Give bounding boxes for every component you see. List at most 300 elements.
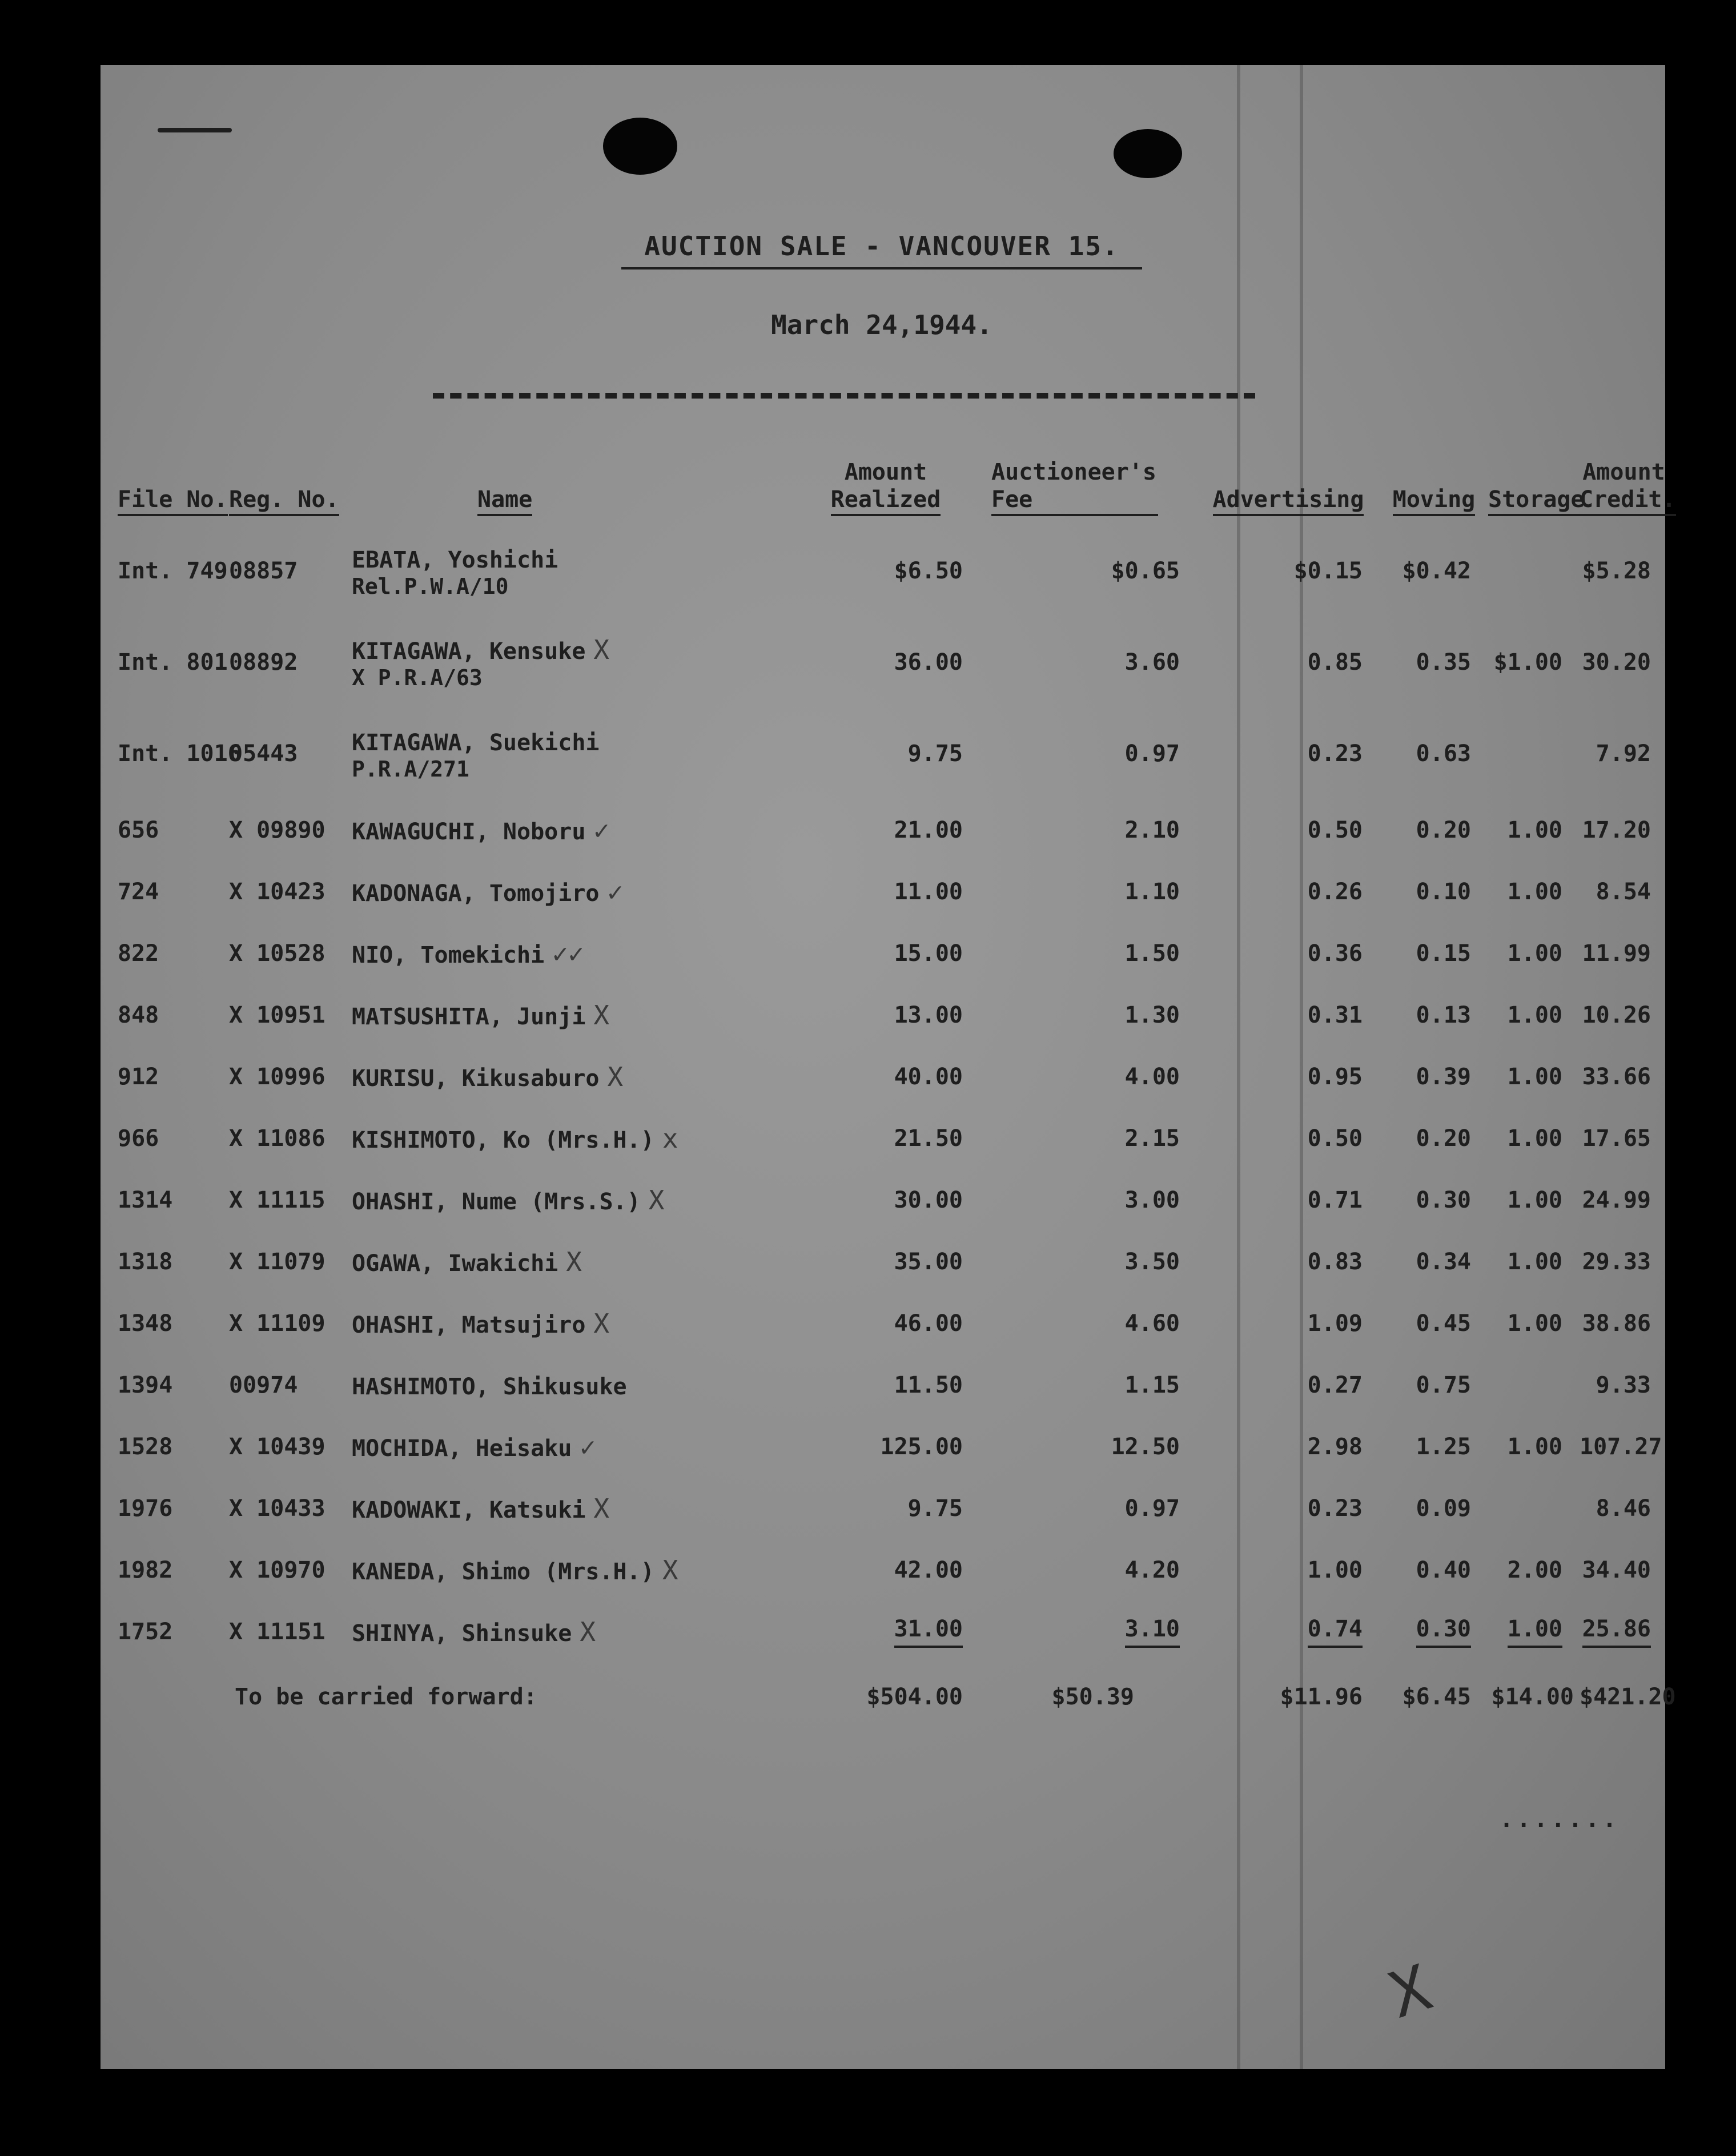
moving-text: 0.30: [1416, 1616, 1471, 1648]
file-no-text: 1752: [118, 1619, 173, 1645]
file-no-text: 1976: [118, 1495, 173, 1522]
amount-credit-text: 11.99: [1582, 940, 1651, 967]
cell-auctioneer-fee: [980, 1108, 1197, 1169]
storage-text: 1.00: [1507, 1249, 1562, 1275]
total-realized: $504.00: [866, 1684, 963, 1710]
cell-reg-no: [229, 1046, 352, 1108]
cell-name: [352, 1169, 791, 1231]
cell-name: [352, 525, 791, 617]
totals-label: To be carried forward:: [235, 1684, 537, 1710]
advertising-text: 0.31: [1307, 1002, 1363, 1028]
cell-amount-credit: [1580, 708, 1668, 799]
cell-amount-realized: [791, 1293, 980, 1354]
advertising-text: 1.09: [1307, 1310, 1363, 1337]
total-credit: $421.20: [1580, 1684, 1676, 1710]
reg-no-text: X 10970: [229, 1557, 326, 1583]
cell-moving: [1380, 1108, 1488, 1169]
cell-reg-no: [229, 1416, 352, 1478]
cell-moving: [1380, 923, 1488, 984]
cell-amount-credit: [1580, 1416, 1668, 1478]
amount-credit-text: 17.65: [1582, 1125, 1651, 1152]
cell-reg-no: [229, 1108, 352, 1169]
amount-credit-text: 17.20: [1582, 817, 1651, 843]
check-mark: X: [593, 1308, 610, 1339]
cell-storage: [1488, 1354, 1580, 1416]
table-row: [101, 1354, 1668, 1416]
moving-text: 0.20: [1416, 817, 1471, 843]
auctioneer-fee-text: 4.60: [1124, 1310, 1180, 1337]
cell-amount-credit: [1580, 1108, 1668, 1169]
table-row: [101, 984, 1668, 1046]
auctioneer-fee-text: 3.50: [1124, 1249, 1180, 1275]
check-mark: X: [607, 1061, 624, 1092]
name-text: KITAGAWA, Kensuke: [352, 638, 586, 665]
check-mark: x: [662, 1123, 678, 1154]
auctioneer-fee-text: 12.50: [1111, 1434, 1180, 1460]
table-row: [101, 799, 1668, 861]
cell-amount-realized: [791, 799, 980, 861]
storage-text: 1.00: [1507, 1434, 1562, 1460]
cell-auctioneer-fee: [980, 1539, 1197, 1601]
col-moving: Moving: [1380, 436, 1488, 525]
table-row: [101, 1108, 1668, 1169]
storage-text: 1.00: [1508, 1616, 1562, 1648]
cell-advertising: [1197, 1601, 1380, 1663]
trailing-dots: .......: [1500, 1807, 1620, 1833]
cell-moving: [1380, 617, 1488, 708]
reference-text: P.R.A/271: [352, 757, 469, 782]
storage-text: 1.00: [1507, 879, 1562, 905]
cell-advertising: [1197, 799, 1380, 861]
cell-file-no: [101, 1293, 229, 1354]
cell-moving: [1380, 1478, 1488, 1539]
advertising-text: 0.85: [1307, 649, 1363, 675]
auctioneer-fee-text: 3.60: [1124, 649, 1180, 675]
auctioneer-fee-text: 1.10: [1124, 879, 1180, 905]
cell-moving: [1380, 799, 1488, 861]
amount-realized-text: 42.00: [894, 1557, 963, 1583]
advertising-text: 1.00: [1307, 1557, 1363, 1583]
amount-realized-text: 46.00: [894, 1310, 963, 1337]
file-no-text: 1528: [118, 1434, 173, 1460]
table-row: [101, 1601, 1668, 1663]
cell-advertising: [1197, 861, 1380, 923]
file-no-text: 1318: [118, 1249, 173, 1275]
check-mark: ✓✓: [552, 938, 584, 969]
reg-no-text: 00974: [229, 1372, 298, 1398]
advertising-text: 0.95: [1307, 1064, 1363, 1090]
cell-amount-realized: [791, 1169, 980, 1231]
cell-advertising: [1197, 1046, 1380, 1108]
dashed-separator: [433, 393, 1255, 399]
cell-name: [352, 617, 791, 708]
cell-advertising: [1197, 1416, 1380, 1478]
amount-credit-text: 30.20: [1582, 649, 1651, 675]
moving-text: 0.40: [1416, 1557, 1471, 1583]
name-text: OHASHI, Matsujiro: [352, 1312, 586, 1338]
advertising-text: 0.50: [1307, 1125, 1363, 1152]
amount-realized-text: 9.75: [907, 741, 963, 767]
cell-amount-credit: [1580, 984, 1668, 1046]
check-mark: X: [593, 1000, 610, 1031]
amount-realized-text: 15.00: [894, 940, 963, 967]
advertising-text: 0.26: [1307, 879, 1363, 905]
cell-amount-realized: [791, 923, 980, 984]
cell-name: [352, 1108, 791, 1169]
file-no-text: 656: [118, 817, 159, 843]
col-storage: Storage: [1488, 436, 1580, 525]
check-mark: X: [593, 634, 610, 665]
punch-hole: [603, 118, 677, 175]
cell-amount-realized: [791, 1416, 980, 1478]
storage-text: 1.00: [1507, 817, 1562, 843]
check-mark: ✓: [607, 876, 624, 907]
reg-no-text: X 11086: [229, 1125, 326, 1152]
amount-credit-text: 33.66: [1582, 1064, 1651, 1090]
auctioneer-fee-text: 3.00: [1124, 1187, 1180, 1213]
auctioneer-fee-text: 4.20: [1124, 1557, 1180, 1583]
moving-text: 0.34: [1416, 1249, 1471, 1275]
amount-credit-text: 34.40: [1582, 1557, 1651, 1583]
moving-text: 0.20: [1416, 1125, 1471, 1152]
cell-name: [352, 923, 791, 984]
amount-credit-text: 24.99: [1582, 1187, 1651, 1213]
cell-amount-credit: [1580, 1293, 1668, 1354]
cell-name: [352, 1293, 791, 1354]
cell-file-no: [101, 1416, 229, 1478]
auctioneer-fee-text: 1.30: [1124, 1002, 1180, 1028]
cell-file-no: [101, 923, 229, 984]
cell-moving: [1380, 984, 1488, 1046]
document-date: March 24,1944.: [771, 309, 992, 340]
file-no-text: 1348: [118, 1310, 173, 1337]
amount-realized-text: 21.50: [894, 1125, 963, 1152]
cell-storage: [1488, 1231, 1580, 1293]
name-text: MATSUSHITA, Junji: [352, 1004, 586, 1030]
cell-file-no: [101, 1108, 229, 1169]
amount-credit-text: 38.86: [1582, 1310, 1651, 1337]
cell-name: [352, 1478, 791, 1539]
amount-credit-text: 7.92: [1596, 741, 1651, 767]
reg-no-text: 08892: [229, 649, 298, 675]
amount-credit-text: 9.33: [1596, 1372, 1651, 1398]
cell-amount-realized: [791, 1231, 980, 1293]
reg-no-text: X 11079: [229, 1249, 326, 1275]
file-no-text: 1982: [118, 1557, 173, 1583]
cell-moving: [1380, 1601, 1488, 1663]
total-fee: $50.39: [1051, 1684, 1134, 1710]
reg-no-text: X 10528: [229, 940, 326, 967]
auctioneer-fee-text: 0.97: [1124, 741, 1180, 767]
reg-no-text: X 10433: [229, 1495, 326, 1522]
cell-storage: [1488, 799, 1580, 861]
punch-hole: [1114, 129, 1182, 178]
cell-amount-credit: [1580, 799, 1668, 861]
file-no-text: Int. 749: [118, 558, 228, 584]
table-row: [101, 617, 1668, 708]
cell-reg-no: [229, 799, 352, 861]
cell-advertising: [1197, 1478, 1380, 1539]
name-text: SHINYA, Shinsuke: [352, 1620, 572, 1647]
col-reg-no: Reg. No.: [229, 436, 352, 525]
cell-storage: [1488, 984, 1580, 1046]
amount-realized-text: 30.00: [894, 1187, 963, 1213]
file-no-text: Int. 1016: [118, 741, 242, 767]
ink-mark: [158, 128, 232, 132]
auctioneer-fee-text: 1.50: [1124, 940, 1180, 967]
name-text: EBATA, Yoshichi: [352, 547, 558, 573]
table-row: [101, 1046, 1668, 1108]
advertising-text: 0.23: [1307, 1495, 1363, 1522]
cell-amount-credit: [1580, 617, 1668, 708]
advertising-text: 0.23: [1307, 741, 1363, 767]
amount-credit-text: 25.86: [1582, 1616, 1651, 1648]
check-mark: X: [580, 1616, 596, 1647]
amount-realized-text: 125.00: [880, 1434, 963, 1460]
file-no-text: 822: [118, 940, 159, 967]
cell-file-no: [101, 1169, 229, 1231]
auction-ledger-table: [101, 436, 1676, 1731]
cell-amount-realized: [791, 1478, 980, 1539]
advertising-text: 0.71: [1307, 1187, 1363, 1213]
cell-reg-no: [229, 1354, 352, 1416]
reg-no-text: X 10996: [229, 1064, 326, 1090]
cell-file-no: [101, 708, 242, 799]
reg-no-text: X 10951: [229, 1002, 326, 1028]
moving-text: 0.63: [1416, 741, 1471, 767]
file-no-text: 724: [118, 879, 159, 905]
reg-no-text: X 11115: [229, 1187, 326, 1213]
cell-reg-no: [229, 861, 352, 923]
cell-reg-no: [229, 1478, 352, 1539]
amount-realized-text: 31.00: [894, 1616, 963, 1648]
file-no-text: 1394: [118, 1372, 173, 1398]
auctioneer-fee-text: 4.00: [1124, 1064, 1180, 1090]
moving-text: 0.30: [1416, 1187, 1471, 1213]
storage-text: 1.00: [1507, 1187, 1562, 1213]
total-storage: $14.00: [1491, 1684, 1574, 1710]
cell-moving: [1380, 525, 1488, 617]
table-row: [101, 1293, 1668, 1354]
check-mark: ✓: [593, 815, 610, 846]
cell-moving: [1380, 1539, 1488, 1601]
cell-file-no: [101, 1478, 229, 1539]
amount-realized-text: 13.00: [894, 1002, 963, 1028]
cell-advertising: [1197, 525, 1380, 617]
cell-auctioneer-fee: [980, 799, 1197, 861]
moving-text: 0.39: [1416, 1064, 1471, 1090]
auctioneer-fee-text: 0.97: [1124, 1495, 1180, 1522]
cell-moving: [1380, 1416, 1488, 1478]
cell-amount-credit: [1580, 1601, 1668, 1663]
cell-amount-credit: [1580, 861, 1668, 923]
amount-realized-text: 40.00: [894, 1064, 963, 1090]
moving-text: 0.45: [1416, 1310, 1471, 1337]
storage-text: $1.00: [1493, 649, 1562, 675]
cell-moving: [1380, 1231, 1488, 1293]
amount-realized-text: 21.00: [894, 817, 963, 843]
cell-storage: [1488, 1478, 1580, 1539]
cell-auctioneer-fee: [980, 1601, 1197, 1663]
cell-moving: [1380, 861, 1488, 923]
table-row: [101, 861, 1668, 923]
name-text: OGAWA, Iwakichi: [352, 1250, 558, 1277]
cell-name: [352, 1416, 791, 1478]
file-no-text: 912: [118, 1064, 159, 1090]
cell-auctioneer-fee: [980, 1169, 1197, 1231]
cell-auctioneer-fee: [980, 984, 1197, 1046]
check-mark: X: [648, 1185, 665, 1216]
cell-advertising: [1197, 1169, 1380, 1231]
cell-storage: [1488, 1293, 1580, 1354]
file-no-text: 1314: [118, 1187, 173, 1213]
cell-moving: [1380, 1293, 1488, 1354]
reference-text: X P.R.A/63: [352, 665, 483, 690]
cell-storage: [1488, 617, 1580, 708]
cell-auctioneer-fee: [980, 1046, 1197, 1108]
cell-storage: [1488, 861, 1580, 923]
cell-moving: [1380, 708, 1488, 799]
cell-storage: [1488, 1108, 1580, 1169]
moving-text: 0.09: [1416, 1495, 1471, 1522]
cell-name: [352, 799, 791, 861]
name-text: OHASHI, Nume (Mrs.S.): [352, 1189, 641, 1215]
cell-moving: [1380, 1169, 1488, 1231]
amount-realized-text: 9.75: [907, 1495, 963, 1522]
storage-text: 1.00: [1507, 940, 1562, 967]
cell-name: [352, 984, 791, 1046]
moving-text: $0.42: [1402, 558, 1471, 584]
check-mark: X: [662, 1555, 678, 1586]
cell-amount-realized: [791, 1046, 980, 1108]
cell-file-no: [101, 1354, 229, 1416]
cell-auctioneer-fee: [980, 1416, 1197, 1478]
moving-text: 0.10: [1416, 879, 1471, 905]
col-file-no: File No.: [101, 436, 229, 525]
check-mark: X: [593, 1493, 610, 1524]
document-title: AUCTION SALE - VANCOUVER 15.: [621, 231, 1142, 270]
cell-amount-realized: [791, 708, 980, 799]
moving-text: 0.75: [1416, 1372, 1471, 1398]
cell-storage: [1488, 708, 1580, 799]
table-row: [101, 708, 1668, 799]
cell-advertising: [1197, 1354, 1380, 1416]
file-no-text: 966: [118, 1125, 159, 1152]
cell-storage: [1488, 1169, 1580, 1231]
cell-file-no: [101, 1539, 229, 1601]
cell-file-no: [101, 1231, 229, 1293]
moving-text: 1.25: [1416, 1434, 1471, 1460]
auctioneer-fee-text: $0.65: [1111, 558, 1180, 584]
reg-no-text: 08857: [229, 558, 298, 584]
amount-credit-text: $5.28: [1582, 558, 1651, 584]
amount-credit-text: 10.26: [1582, 1002, 1651, 1028]
table-row: [101, 525, 1668, 617]
table-row: [101, 1169, 1668, 1231]
storage-text: 2.00: [1507, 1557, 1562, 1583]
auctioneer-fee-text: 2.15: [1124, 1125, 1180, 1152]
advertising-text: 0.74: [1308, 1616, 1363, 1648]
check-mark: ✓: [580, 1431, 596, 1462]
cell-auctioneer-fee: [980, 1354, 1197, 1416]
handwritten-mark: X: [1380, 1950, 1440, 2033]
file-no-text: 848: [118, 1002, 159, 1028]
amount-credit-text: 29.33: [1582, 1249, 1651, 1275]
storage-text: 1.00: [1507, 1310, 1562, 1337]
col-advertising: Advertising: [1197, 436, 1380, 525]
amount-realized-text: 36.00: [894, 649, 963, 675]
table-row: [101, 1478, 1668, 1539]
ledger-body: [101, 525, 1668, 1663]
cell-auctioneer-fee: [980, 923, 1197, 984]
cell-file-no: [101, 799, 229, 861]
amount-credit-text: 107.27: [1580, 1434, 1662, 1460]
storage-text: 1.00: [1507, 1125, 1562, 1152]
cell-amount-credit: [1580, 1231, 1668, 1293]
amount-credit-text: 8.54: [1596, 879, 1651, 905]
cell-amount-credit: [1580, 1478, 1668, 1539]
cell-amount-realized: [791, 861, 980, 923]
cell-amount-credit: [1580, 923, 1668, 984]
amount-realized-text: 35.00: [894, 1249, 963, 1275]
cell-advertising: [1197, 1539, 1380, 1601]
check-mark: X: [566, 1246, 582, 1277]
document-page: [101, 65, 1676, 2069]
cell-file-no: [101, 984, 229, 1046]
cell-amount-credit: [1580, 1539, 1668, 1601]
cell-name: [352, 1354, 791, 1416]
table-row: [101, 1416, 1668, 1478]
file-no-text: Int. 801: [118, 649, 228, 675]
cell-storage: [1488, 1416, 1580, 1478]
cell-storage: [1488, 923, 1580, 984]
reg-no-text: X 11151: [229, 1619, 326, 1645]
cell-reg-no: [229, 617, 352, 708]
auctioneer-fee-text: 1.15: [1124, 1372, 1180, 1398]
cell-amount-realized: [791, 1354, 980, 1416]
amount-realized-text: 11.00: [894, 879, 963, 905]
cell-advertising: [1197, 1108, 1380, 1169]
reference-text: Rel.P.W.A/10: [352, 574, 509, 599]
total-advertising: $11.96: [1280, 1684, 1363, 1710]
name-text: KAWAGUCHI, Noboru: [352, 819, 586, 845]
cell-amount-credit: [1580, 525, 1668, 617]
cell-name: [352, 708, 791, 799]
cell-advertising: [1197, 1231, 1380, 1293]
name-text: HASHIMOTO, Shikusuke: [352, 1374, 627, 1400]
amount-realized-text: $6.50: [894, 558, 963, 584]
cell-amount-credit: [1580, 1046, 1668, 1108]
cell-amount-realized: [791, 1539, 980, 1601]
cell-advertising: [1197, 923, 1380, 984]
cell-amount-realized: [791, 617, 980, 708]
moving-text: 0.35: [1416, 649, 1471, 675]
table-header-row: [101, 436, 1668, 525]
cell-moving: [1380, 1354, 1488, 1416]
reg-no-text: X 09890: [229, 817, 326, 843]
cell-auctioneer-fee: [980, 1293, 1197, 1354]
table-row: [101, 1231, 1668, 1293]
cell-name: [352, 1231, 791, 1293]
name-text: KITAGAWA, Suekichi: [352, 730, 600, 756]
col-amount-realized: Amount Realized: [791, 436, 980, 525]
cell-storage: [1488, 1601, 1580, 1663]
table-row: [101, 923, 1668, 984]
name-text: NIO, Tomekichi: [352, 942, 545, 968]
cell-amount-realized: [791, 1108, 980, 1169]
advertising-text: 2.98: [1307, 1434, 1363, 1460]
reg-no-text: X 10423: [229, 879, 326, 905]
